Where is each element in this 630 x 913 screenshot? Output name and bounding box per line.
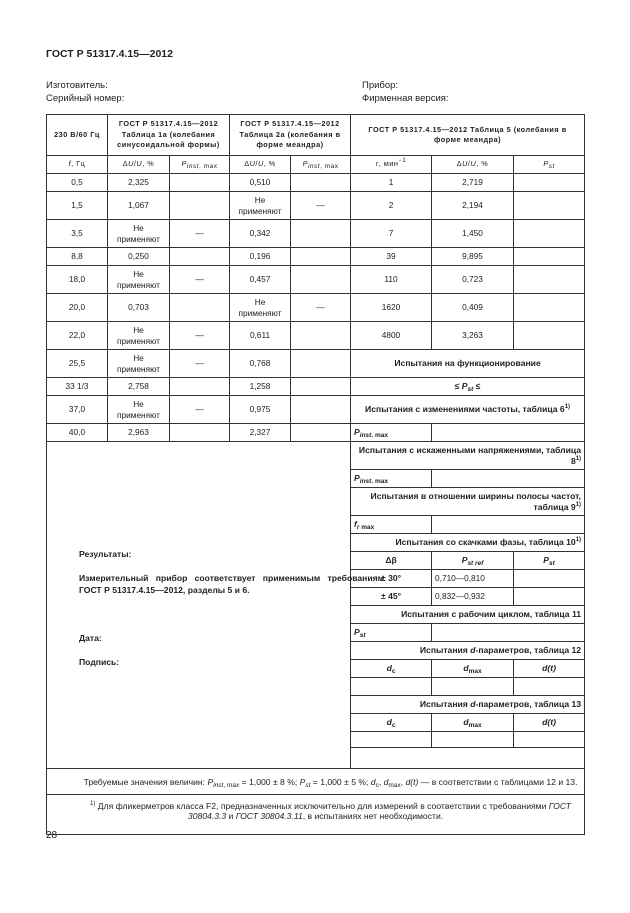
cell-f: 8,8 <box>47 248 108 266</box>
cell-du: 0,250 <box>108 248 170 266</box>
bandwidth-header: Испытания в отношении ширины полосы частот, таблица 9$^{1)}$ <box>351 488 585 516</box>
cell-p2 <box>291 396 351 424</box>
cell-f: 40,0 <box>47 424 108 442</box>
table-row <box>47 350 585 378</box>
dmax-header: $d_{max}$ <box>432 660 514 678</box>
cell-p <box>170 424 230 442</box>
cell-f: 20,0 <box>47 294 108 322</box>
cell-du3: 2,719 <box>432 174 514 192</box>
cell-f: 33 1/3 <box>47 378 108 396</box>
cell-du: Не применяют <box>108 350 170 378</box>
cell-p <box>170 378 230 396</box>
cell-p2 <box>291 378 351 396</box>
cell-du: Не применяют <box>108 266 170 294</box>
dt-header: d(t) <box>514 714 585 732</box>
deg30-value: 0,710—0,810 <box>432 570 514 588</box>
col-f: f, Гц <box>47 156 108 174</box>
cell-p2 <box>291 350 351 378</box>
cell-du: 2,325 <box>108 174 170 192</box>
pst-value <box>432 624 585 642</box>
cell-p: — <box>170 396 230 424</box>
cell-du2: 0,768 <box>230 350 291 378</box>
pinst-max-label: $P_{inst. max}$ <box>351 424 432 442</box>
deg30-label: ± 30° <box>351 570 432 588</box>
cell-p <box>170 294 230 322</box>
cell-du2: 0,196 <box>230 248 291 266</box>
col-du2: ΔU/U, % <box>230 156 291 174</box>
date-label: Дата: <box>79 633 102 643</box>
cell-p: — <box>170 220 230 248</box>
dmax-value <box>432 732 514 748</box>
col-du: ΔU/U, % <box>108 156 170 174</box>
cell-r: 7 <box>351 220 432 248</box>
table-row <box>47 424 585 442</box>
cell-p2: — <box>291 192 351 220</box>
cell-r: 2 <box>351 192 432 220</box>
table-row <box>47 248 585 266</box>
cell-p2 <box>291 174 351 192</box>
cell-p2 <box>291 322 351 350</box>
header-table-1a: ГОСТ Р 51317.4.15—2012 Таблица 1а (колебания синусоидальной формы) <box>108 115 230 156</box>
serial-label: Серийный номер: <box>46 92 125 104</box>
results-text: Измерительный прибор соответствует применимым требованиям ГОСТ Р 51317.4.15—2012, разделы 5 и 6. <box>79 573 384 595</box>
cell-p <box>170 192 230 220</box>
table-row <box>47 174 585 192</box>
notes-row <box>47 769 585 795</box>
dt-value <box>514 678 585 696</box>
fr-max-label: $f_{r max}$ <box>351 516 432 534</box>
cell-du: Не применяют <box>108 396 170 424</box>
page-number: 28 <box>46 830 58 841</box>
deg45-pst <box>514 588 585 606</box>
lower-row <box>47 442 585 470</box>
document-header: ГОСТ Р 51317.4.15—2012 <box>46 48 173 60</box>
cell-r: 110 <box>351 266 432 294</box>
dc-header: $d_c$ <box>351 660 432 678</box>
table-row <box>47 220 585 248</box>
cell-du3: 0,723 <box>432 266 514 294</box>
cell-f: 1,5 <box>47 192 108 220</box>
cell-du2: 0,457 <box>230 266 291 294</box>
cell-du: 0,703 <box>108 294 170 322</box>
cell-du2: 2,327 <box>230 424 291 442</box>
cell-f: 3,5 <box>47 220 108 248</box>
dmax-header: $d_{max}$ <box>432 714 514 732</box>
cell-r: 1 <box>351 174 432 192</box>
cell-pst <box>514 266 585 294</box>
test-report-table <box>46 114 585 835</box>
pinst-max-value <box>432 424 585 442</box>
distorted-voltage-header: Испытания с искаженными напряжениями, таблица 8$^{1)}$ <box>351 442 585 470</box>
col-r: r, мин$^{-1}$ <box>351 156 432 174</box>
table-row <box>47 396 585 424</box>
table-row <box>47 266 585 294</box>
dparam-12-header: Испытания d-параметров, таблица 12 <box>351 642 585 660</box>
cell-p2 <box>291 424 351 442</box>
deg45-value: 0,832—0,932 <box>432 588 514 606</box>
col-pst: $P_{st}$ <box>514 156 585 174</box>
cell-p2: — <box>291 294 351 322</box>
deg30-pst <box>514 570 585 588</box>
delta-beta-header: Δβ <box>351 552 432 570</box>
col-du3: ΔU/U, % <box>432 156 514 174</box>
cell-du3: 0,409 <box>432 294 514 322</box>
pst-header: $P_{st}$ <box>514 552 585 570</box>
cell-p: — <box>170 266 230 294</box>
header-row <box>47 115 585 156</box>
functional-test-header: Испытания на функционирование <box>351 350 585 378</box>
pst-ref-header: $P_{st ref}$ <box>432 552 514 570</box>
cell-du3: 3,263 <box>432 322 514 350</box>
signature-label: Подпись: <box>79 657 120 667</box>
cell-p2 <box>291 220 351 248</box>
table-row <box>47 192 585 220</box>
col-pinst2: $P_{inst, max}$ <box>291 156 351 174</box>
cell-f: 0,5 <box>47 174 108 192</box>
cell-du: 2,758 <box>108 378 170 396</box>
cell-p: — <box>170 350 230 378</box>
dc-value <box>351 732 432 748</box>
cell-pst <box>514 174 585 192</box>
pst-label: $P_{st}$ <box>351 624 432 642</box>
cell-p: — <box>170 322 230 350</box>
deg45-label: ± 45° <box>351 588 432 606</box>
footnote: $^{1)}$ Для фликерметров класса F2, предназначенных исключительно для измерений в соответствии с требованиями ГОСТ 30804.3.3 и ГОСТ 30804.3.11, в испытаниях нет необходимости. <box>47 794 585 834</box>
cell-du: Не применяют <box>108 322 170 350</box>
cell-du2: 0,975 <box>230 396 291 424</box>
cell-du: 2,963 <box>108 424 170 442</box>
cell-r: 39 <box>351 248 432 266</box>
cell-pst <box>514 248 585 266</box>
cell-f: 25,5 <box>47 350 108 378</box>
header-table-5: ГОСТ Р 51317.4.15—2012 Таблица 5 (колебания в форме меандра) <box>351 115 585 156</box>
firmware-label: Фирменная версия: <box>362 92 449 104</box>
duty-cycle-header: Испытания с рабочим циклом, таблица 11 <box>351 606 585 624</box>
frequency-change-header: Испытания с изменениями частоты, таблица 6$^{1)}$ <box>351 396 585 424</box>
dparam-13-header: Испытания d-параметров, таблица 13 <box>351 696 585 714</box>
left-meta <box>46 80 124 105</box>
subheader-row <box>47 156 585 174</box>
device-label: Прибор: <box>362 80 399 91</box>
dc-header: $d_c$ <box>351 714 432 732</box>
dc-value <box>351 678 432 696</box>
cell-du2: Не применяют <box>230 294 291 322</box>
pst-range: ≤ $P_{st}$ ≤ <box>351 378 585 396</box>
cell-du3: 2,194 <box>432 192 514 220</box>
phase-jump-header: Испытания со скачками фазы, таблица 10$^{1)}$ <box>351 534 585 552</box>
cell-p2 <box>291 266 351 294</box>
cell-pst <box>514 192 585 220</box>
right-meta <box>362 80 449 105</box>
cell-du: 1,067 <box>108 192 170 220</box>
table-row <box>47 322 585 350</box>
cell-r: 4800 <box>351 322 432 350</box>
footnote-row <box>47 794 585 834</box>
cell-pst <box>514 322 585 350</box>
table-row <box>47 294 585 322</box>
fr-max-value <box>432 516 585 534</box>
cell-p2 <box>291 248 351 266</box>
dt-header: d(t) <box>514 660 585 678</box>
cell-du2: 1,258 <box>230 378 291 396</box>
results-label: Результаты: <box>79 549 132 559</box>
header-voltage: 230 В/60 Гц <box>47 115 108 156</box>
manufacturer-label: Изготовитель: <box>46 80 108 91</box>
cell-du3: 9,895 <box>432 248 514 266</box>
cell-pst <box>514 220 585 248</box>
required-values-note: Требуемые значения величин: $P_{inst, max} = 1,000 \pm 8$ %; $P_{st} = 1,000 \pm 5$ %; $d_c$, $d_{max}$, d(t) — в соответствии с таблицами 12 и 13. <box>47 769 585 795</box>
pinst-max-label: $P_{inst. max}$ <box>351 470 432 488</box>
cell-f: 18,0 <box>47 266 108 294</box>
cell-du2: 0,342 <box>230 220 291 248</box>
cell-r: 1620 <box>351 294 432 322</box>
cell-pst <box>514 294 585 322</box>
cell-du: Не применяют <box>108 220 170 248</box>
cell-p <box>170 174 230 192</box>
cell-f: 22,0 <box>47 322 108 350</box>
header-table-2a: ГОСТ Р 51317.4.15—2012 Таблица 2а (колебания в форме меандра) <box>230 115 351 156</box>
pinst-max-value <box>432 470 585 488</box>
table-row <box>47 378 585 396</box>
cell-p <box>170 248 230 266</box>
col-pinst: $P_{inst, max}$ <box>170 156 230 174</box>
dmax-value <box>432 678 514 696</box>
dt-value <box>514 732 585 748</box>
cell-du2: Не применяют <box>230 192 291 220</box>
cell-du3: 1,450 <box>432 220 514 248</box>
cell-du2: 0,510 <box>230 174 291 192</box>
cell-f: 37,0 <box>47 396 108 424</box>
cell-du2: 0,611 <box>230 322 291 350</box>
